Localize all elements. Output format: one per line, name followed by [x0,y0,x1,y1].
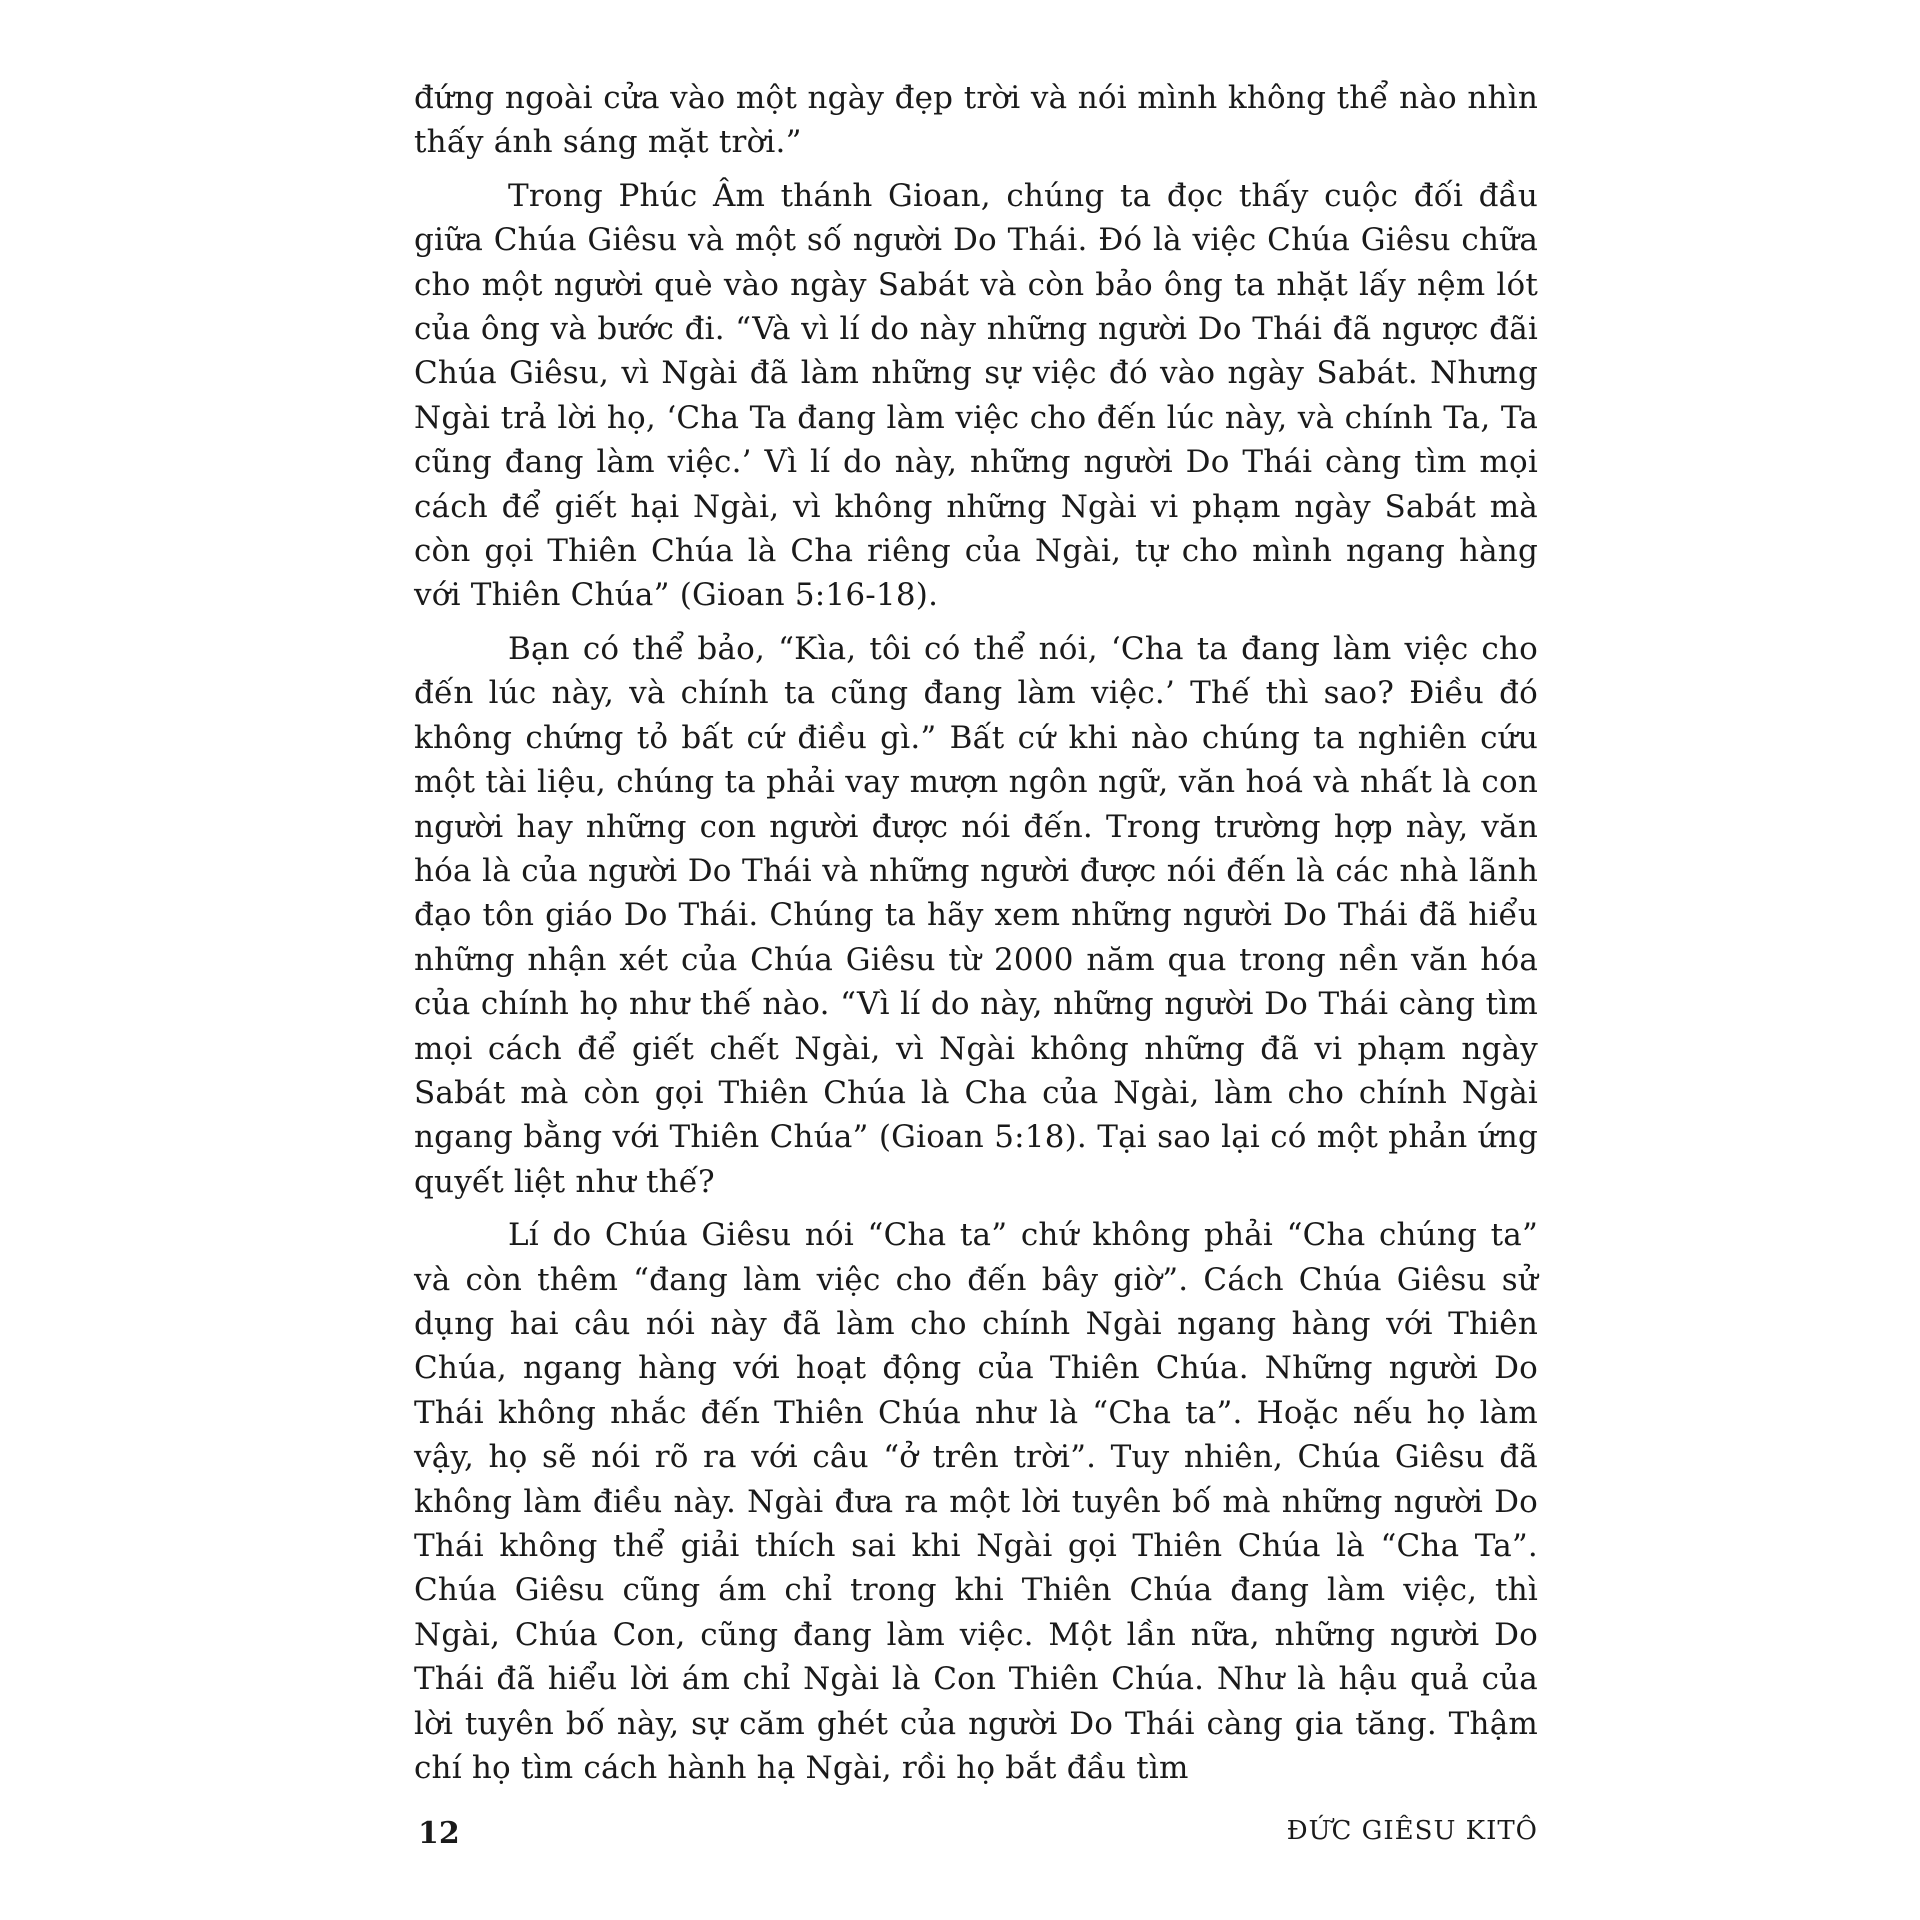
body-text [414,76,1538,1799]
paragraph: Bạn có thể bảo, “Kìa, tôi có thể nói, ‘Cha ta đang làm việc cho đến lúc này, và chính ta cũng đang làm việc.’ Thế thì sao? Điều đó không chứng tỏ bất cứ điều gì.” Bất cứ khi nào chúng ta nghiên cứu một tài liệu, chúng ta phải vay mượn ngôn ngữ, văn hoá và nhất là con người hay những con người được nói đến. Trong trường hợp này, văn hóa là của người Do Thái và những người được nói đến là các nhà lãnh đạo tôn giáo Do Thái. Chúng ta hãy xem những người Do Thái đã hiểu những nhận xét của Chúa Giêsu từ 2000 năm qua trong nền văn hóa của chính họ như thế nào. “Vì lí do này, những người Do Thái càng tìm mọi cách để giết chết Ngài, vì Ngài không những đã vi phạm ngày Sabát mà còn gọi Thiên Chúa là Cha của Ngài, làm cho chính Ngài ngang bằng với Thiên Chúa” (Gioan 5:18). Tại sao lại có một phản ứng quyết liệt như thế? [414,630,1538,1200]
paragraph: Lí do Chúa Giêsu nói “Cha ta” chứ không phải “Cha chúng ta” và còn thêm “đang làm việc cho đến bây giờ”. Cách Chúa Giêsu sử dụng hai câu nói này đã làm cho chính Ngài ngang hàng với Thiên Chúa, ngang hàng với hoạt động của Thiên Chúa. Những người Do Thái không nhắc đến Thiên Chúa như là “Cha ta”. Hoặc nếu họ làm vậy, họ sẽ nói rõ ra với câu “ở trên trời”. Tuy nhiên, Chúa Giêsu đã không làm điều này. Ngài đưa ra một lời tuyên bố mà những người Do Thái không thể giải thích sai khi Ngài gọi Thiên Chúa là “Cha Ta”. Chúa Giêsu cũng ám chỉ trong khi Thiên Chúa đang làm việc, thì Ngài, Chúa Con, cũng đang làm việc. Một lần nữa, những người Do Thái đã hiểu lời ám chỉ Ngài là Con Thiên Chúa. Như là hậu quả của lời tuyên bố này, sự căm ghét của người Do Thái càng gia tăng. Thậm chí họ tìm cách hành hạ Ngài, rồi họ bắt đầu tìm [414,1217,1538,1787]
running-title: ĐỨC GIÊSU KITÔ [1286,1816,1538,1846]
paragraph: Trong Phúc Âm thánh Gioan, chúng ta đọc thấy cuộc đối đầu giữa Chúa Giêsu và một số người Do Thái. Đó là việc Chúa Giêsu chữa cho một người què vào ngày Sabát và còn bảo ông ta nhặt lấy nệm lót của ông và bước đi. “Và vì lí do này những người Do Thái đã ngược đãi Chúa Giêsu, vì Ngài đã làm những sự việc đó vào ngày Sabát. Nhưng Ngài trả lời họ, ‘Cha Ta đang làm việc cho đến lúc này, và chính Ta, Ta cũng đang làm việc.’ Vì lí do này, những người Do Thái càng tìm mọi cách để giết hại Ngài, vì không những Ngài vi phạm ngày Sabát mà còn gọi Thiên Chúa là Cha riêng của Ngài, tự cho mình ngang hàng với Thiên Chúa” (Gioan 5:16-18). [414,177,1538,614]
page-footer [414,1816,1538,1860]
page-number: 12 [418,1816,460,1851]
paragraph-continued: đứng ngoài cửa vào một ngày đẹp trời và nói mình không thể nào nhìn thấy ánh sáng mặt trời.” [414,80,1538,161]
